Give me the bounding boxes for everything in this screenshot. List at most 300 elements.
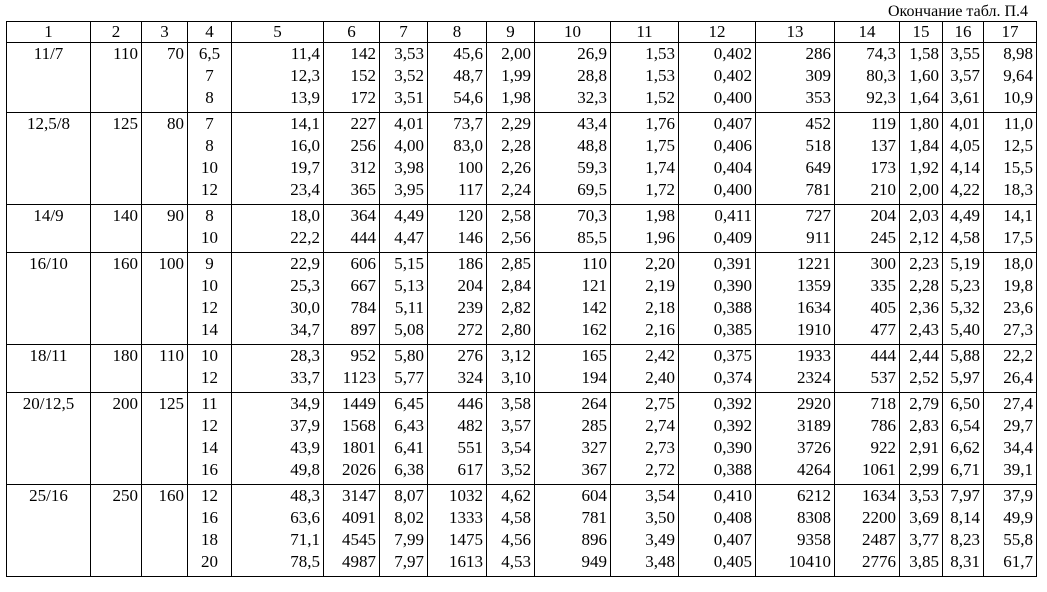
value-cell [611,205,679,253]
cell-value: 12 [201,416,218,435]
cell-value: 2776 [862,552,896,571]
cell-value: 25,3 [290,276,320,295]
cell-value: 922 [870,438,896,457]
column-header: 11 [611,22,679,43]
value-cell [943,345,984,393]
profile-number-cell: 14/9 [7,205,91,253]
value-cell [756,485,835,577]
cell-value: 5,97 [950,368,980,387]
cell-value: 80,3 [866,66,896,85]
value-cell [835,485,900,577]
value-cell [232,205,324,253]
cell-value: 3,85 [909,552,939,571]
value-cell [756,113,835,205]
cell-value: 1,84 [909,136,939,155]
cell-value: 9 [205,254,214,273]
cell-value: 3,12 [501,346,531,365]
profile-number-cell: 12,5/8 [7,113,91,205]
cell-value: 2920 [797,394,831,413]
value-cell [835,253,900,345]
value-cell [756,43,835,113]
cell-value: 4,49 [394,206,424,225]
column-header: 1 [7,22,91,43]
value-cell [984,113,1037,205]
value-cell [188,113,232,205]
column-header: 15 [900,22,943,43]
cell-value: 2,91 [909,438,939,457]
cell-value: 0,402 [713,44,752,63]
cell-value: 649 [805,158,831,177]
cell-value: 3,52 [394,66,424,85]
cell-value: 73,7 [453,114,483,133]
cell-value: 61,7 [1003,552,1033,571]
cell-value: 405 [870,298,896,317]
profile-group-row [7,253,1037,345]
cell-value: 4,62 [501,486,531,505]
cell-value: 245 [870,228,896,247]
cell-value: 10 [201,228,218,247]
cell-value: 4,14 [950,158,980,177]
cell-value: 186 [457,254,483,273]
value-cell [984,253,1037,345]
cell-value: 12 [201,486,218,505]
cell-value: 5,40 [950,320,980,339]
cell-value: 19,8 [1003,276,1033,295]
cell-value: 18 [201,530,218,549]
cell-value: 0,400 [713,180,752,199]
cell-value: 3,52 [501,460,531,479]
short-leg-cell: 90 [142,205,188,253]
value-cell [324,253,380,345]
cell-value: 70,3 [577,206,607,225]
cell-value: 22,2 [1003,346,1033,365]
value-cell [324,345,380,393]
cell-value: 2,29 [501,114,531,133]
cell-value: 2,23 [909,254,939,273]
cell-value: 2,40 [645,368,675,387]
cell-value: 4,00 [394,136,424,155]
cell-value: 2,82 [501,298,531,317]
long-leg-cell: 140 [91,205,142,253]
cell-value: 0,400 [713,88,752,107]
cell-value: 3,49 [645,530,675,549]
value-cell [756,253,835,345]
cell-value: 14 [201,320,218,339]
value-cell [324,43,380,113]
cell-value: 1333 [449,508,483,527]
cell-value: 1,53 [645,44,675,63]
cell-value: 4,47 [394,228,424,247]
column-header: 9 [487,22,535,43]
cell-value: 2487 [862,530,896,549]
cell-value: 0,402 [713,66,752,85]
cell-value: 1221 [797,254,831,273]
cell-value: 256 [350,136,376,155]
cell-value: 120 [457,206,483,225]
cell-value: 16,0 [290,136,320,155]
cell-value: 1,99 [501,66,531,85]
cell-value: 71,1 [290,530,320,549]
cell-value: 6,43 [394,416,424,435]
cell-value: 446 [457,394,483,413]
cell-value: 14,1 [290,114,320,133]
short-leg-cell: 70 [142,43,188,113]
value-cell [487,253,535,345]
cell-value: 7 [205,66,214,85]
cell-value: 2324 [797,368,831,387]
cell-value: 2,79 [909,394,939,413]
cell-value: 2,73 [645,438,675,457]
value-cell [487,393,535,485]
cell-value: 6,45 [394,394,424,413]
cell-value: 6,5 [198,44,221,63]
profile-group-row [7,393,1037,485]
value-cell [535,485,611,577]
value-cell [188,345,232,393]
cell-value: 13,9 [290,88,320,107]
column-header: 4 [188,22,232,43]
cell-value: 18,0 [290,206,320,225]
cell-value: 45,6 [453,44,483,63]
cell-value: 1,98 [501,88,531,107]
value-cell [232,485,324,577]
cell-value: 69,5 [577,180,607,199]
value-cell [611,345,679,393]
cell-value: 10 [201,346,218,365]
cell-value: 2,24 [501,180,531,199]
value-cell [232,345,324,393]
cell-value: 34,9 [290,394,320,413]
cell-value: 727 [805,206,831,225]
long-leg-cell: 110 [91,43,142,113]
value-cell [679,393,756,485]
cell-value: 172 [350,88,376,107]
long-leg-cell: 180 [91,345,142,393]
cell-value: 12,3 [290,66,320,85]
cell-value: 5,08 [394,320,424,339]
cell-value: 85,5 [577,228,607,247]
value-cell [535,113,611,205]
cell-value: 4,05 [950,136,980,155]
value-cell [188,393,232,485]
cell-value: 5,80 [394,346,424,365]
value-cell [324,393,380,485]
cell-value: 239 [457,298,483,317]
cell-value: 28,8 [577,66,607,85]
cell-value: 5,19 [950,254,980,273]
cell-value: 3,55 [950,44,980,63]
value-cell [900,43,943,113]
cell-value: 173 [870,158,896,177]
cell-value: 312 [350,158,376,177]
cell-value: 7,99 [394,530,424,549]
cell-value: 0,407 [713,530,752,549]
cell-value: 0,392 [713,394,752,413]
cell-value: 165 [581,346,607,365]
cell-value: 1,96 [645,228,675,247]
cell-value: 0,388 [713,460,752,479]
cell-value: 2,18 [645,298,675,317]
cell-value: 1123 [342,368,376,387]
cell-value: 49,8 [290,460,320,479]
cell-value: 34,7 [290,320,320,339]
cell-value: 8,23 [950,530,980,549]
cell-value: 272 [457,320,483,339]
profile-group-row [7,345,1037,393]
cell-value: 4987 [342,552,376,571]
cell-value: 194 [581,368,607,387]
cell-value: 3,50 [645,508,675,527]
cell-value: 8,14 [950,508,980,527]
cell-value: 1,74 [645,158,675,177]
cell-value: 3,61 [950,88,980,107]
value-cell [535,345,611,393]
cell-value: 2,74 [645,416,675,435]
value-cell [380,43,428,113]
cell-value: 23,4 [290,180,320,199]
cell-value: 3,48 [645,552,675,571]
cell-value: 11 [201,394,218,413]
column-header: 12 [679,22,756,43]
cell-value: 300 [870,254,896,273]
cell-value: 4,56 [501,530,531,549]
long-leg-cell: 250 [91,485,142,577]
value-cell [611,393,679,485]
cell-value: 2,36 [909,298,939,317]
profile-number-cell: 16/10 [7,253,91,345]
cell-value: 2,44 [909,346,939,365]
cell-value: 285 [581,416,607,435]
value-cell [611,113,679,205]
value-cell [380,205,428,253]
cell-value: 2200 [862,508,896,527]
cell-value: 1,53 [645,66,675,85]
cell-value: 2,03 [909,206,939,225]
cell-value: 11,0 [1003,114,1033,133]
cell-value: 3,69 [909,508,939,527]
profile-group-row [7,43,1037,113]
cell-value: 30,0 [290,298,320,317]
cell-value: 83,0 [453,136,483,155]
cell-value: 0,410 [713,486,752,505]
value-cell [428,253,487,345]
value-cell [679,485,756,577]
value-cell [756,205,835,253]
cell-value: 2,80 [501,320,531,339]
cell-value: 142 [581,298,607,317]
cell-value: 4545 [342,530,376,549]
cell-value: 2,20 [645,254,675,273]
cell-value: 365 [350,180,376,199]
cell-value: 37,9 [290,416,320,435]
cell-value: 452 [805,114,831,133]
profile-group-row [7,485,1037,577]
cell-value: 477 [870,320,896,339]
value-cell [943,113,984,205]
cell-value: 3,54 [645,486,675,505]
cell-value: 604 [581,486,607,505]
value-cell [943,205,984,253]
value-cell [835,393,900,485]
cell-value: 353 [805,88,831,107]
profile-group-row [7,205,1037,253]
cell-value: 2,28 [501,136,531,155]
value-cell [943,393,984,485]
cell-value: 518 [805,136,831,155]
cell-value: 10,9 [1003,88,1033,107]
cell-value: 137 [870,136,896,155]
cell-value: 0,407 [713,114,752,133]
cell-value: 1568 [342,416,376,435]
cell-value: 949 [581,552,607,571]
long-leg-cell: 200 [91,393,142,485]
value-cell [380,253,428,345]
cell-value: 3,77 [909,530,939,549]
cell-value: 146 [457,228,483,247]
cell-value: 0,374 [713,368,752,387]
cell-value: 264 [581,394,607,413]
short-leg-cell: 160 [142,485,188,577]
cell-value: 6212 [797,486,831,505]
cell-value: 1,64 [909,88,939,107]
cell-value: 162 [581,320,607,339]
cell-value: 1613 [449,552,483,571]
value-cell [232,253,324,345]
value-cell [900,345,943,393]
cell-value: 49,9 [1003,508,1033,527]
cell-value: 3,57 [950,66,980,85]
cell-value: 4091 [342,508,376,527]
cell-value: 34,4 [1003,438,1033,457]
cell-value: 6,50 [950,394,980,413]
cell-value: 5,32 [950,298,980,317]
profile-number-cell: 25/16 [7,485,91,577]
value-cell [943,485,984,577]
profile-number-cell: 11/7 [7,43,91,113]
cell-value: 33,7 [290,368,320,387]
cell-value: 4,58 [501,508,531,527]
cell-value: 26,4 [1003,368,1033,387]
cell-value: 5,77 [394,368,424,387]
short-leg-cell: 110 [142,345,188,393]
cell-value: 8 [205,88,214,107]
column-header: 13 [756,22,835,43]
profile-number-cell: 18/11 [7,345,91,393]
cell-value: 8,07 [394,486,424,505]
cell-value: 9358 [797,530,831,549]
cell-value: 3726 [797,438,831,457]
cell-value: 28,3 [290,346,320,365]
value-cell [380,113,428,205]
cell-value: 3147 [342,486,376,505]
cell-value: 18,3 [1003,180,1033,199]
cell-value: 2,72 [645,460,675,479]
cell-value: 1,98 [645,206,675,225]
cell-value: 14,1 [1003,206,1033,225]
cell-value: 309 [805,66,831,85]
cell-value: 15,5 [1003,158,1033,177]
cell-value: 210 [870,180,896,199]
column-header: 8 [428,22,487,43]
cell-value: 911 [806,228,831,247]
column-header: 10 [535,22,611,43]
column-header: 17 [984,22,1037,43]
cell-value: 1032 [449,486,483,505]
short-leg-cell: 80 [142,113,188,205]
value-cell [679,345,756,393]
cell-value: 286 [805,44,831,63]
cell-value: 10 [201,276,218,295]
short-leg-cell: 125 [142,393,188,485]
cell-value: 3,98 [394,158,424,177]
value-cell [188,43,232,113]
long-leg-cell: 160 [91,253,142,345]
cell-value: 63,6 [290,508,320,527]
cell-value: 1061 [862,460,896,479]
value-cell [380,485,428,577]
cell-value: 19,7 [290,158,320,177]
cell-value: 10410 [788,552,831,571]
cell-value: 784 [350,298,376,317]
cell-value: 27,4 [1003,394,1033,413]
cell-value: 606 [350,254,376,273]
cell-value: 1,92 [909,158,939,177]
cell-value: 3,53 [394,44,424,63]
value-cell [943,253,984,345]
cell-value: 0,388 [713,298,752,317]
cell-value: 43,4 [577,114,607,133]
cell-value: 1,60 [909,66,939,85]
cell-value: 2,00 [909,180,939,199]
cell-value: 0,411 [714,206,752,225]
short-leg-cell: 100 [142,253,188,345]
cell-value: 11,4 [290,44,320,63]
value-cell [611,43,679,113]
value-cell [900,485,943,577]
cell-value: 364 [350,206,376,225]
cell-value: 617 [457,460,483,479]
cell-value: 0,392 [713,416,752,435]
cell-value: 2,84 [501,276,531,295]
cell-value: 4,58 [950,228,980,247]
cell-value: 6,41 [394,438,424,457]
cell-value: 2,26 [501,158,531,177]
cell-value: 952 [350,346,376,365]
cell-value: 897 [350,320,376,339]
cell-value: 1634 [797,298,831,317]
cell-value: 12 [201,368,218,387]
cell-value: 5,15 [394,254,424,273]
cell-value: 48,7 [453,66,483,85]
cell-value: 227 [350,114,376,133]
value-cell [487,205,535,253]
header-row [7,22,1037,43]
cell-value: 204 [457,276,483,295]
cell-value: 110 [582,254,607,273]
cell-value: 444 [870,346,896,365]
value-cell [756,393,835,485]
value-cell [835,113,900,205]
column-header: 5 [232,22,324,43]
cell-value: 8,02 [394,508,424,527]
cell-value: 2,85 [501,254,531,273]
cell-value: 22,9 [290,254,320,273]
cell-value: 20 [201,552,218,571]
cell-value: 482 [457,416,483,435]
value-cell [943,43,984,113]
cell-value: 7 [205,114,214,133]
cell-value: 54,6 [453,88,483,107]
